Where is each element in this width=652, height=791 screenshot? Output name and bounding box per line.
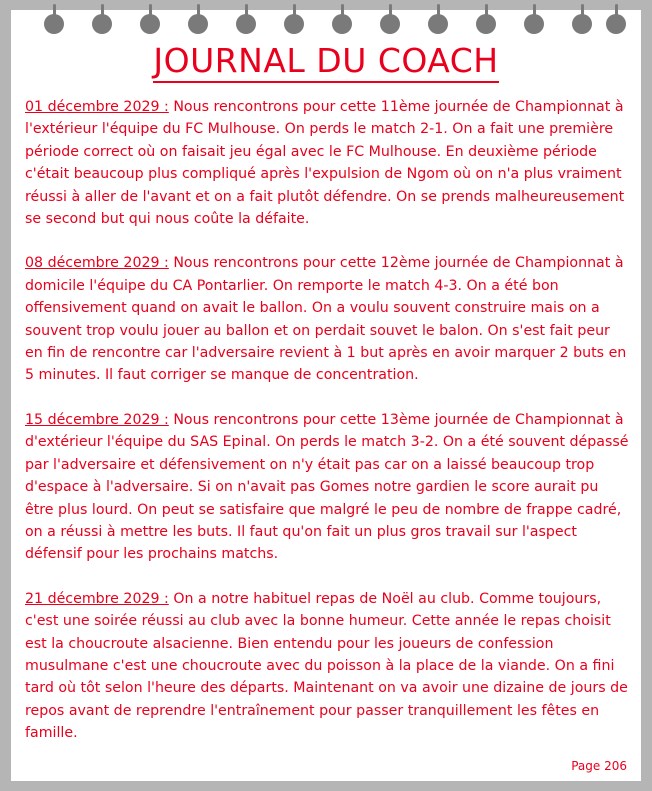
entry-date: 15 décembre 2029 : [25, 411, 169, 428]
notebook-page [11, 10, 641, 781]
spiral-binding [11, 14, 641, 40]
binding-ring-icon [284, 14, 304, 34]
page-title-text: JOURNAL DU COACH [153, 41, 498, 83]
binding-ring-icon [428, 14, 448, 34]
binding-ring-icon [380, 14, 400, 34]
binding-ring-icon [92, 14, 112, 34]
binding-ring-icon [188, 14, 208, 34]
entry-text: Nous rencontrons pour cette 13ème journée de Championnat à d'extérieur l'équipe du SAS Epinal. On perds le match 3-2. On a été souvent dépassé par l'adversaire et défensivement on n'y était pas car on a laissé beaucoup trop d'espace à l'adversaire. Si on n'avait pas Gomes notre gardien le score aurait pu être plus lourd. On peut se satisfaire que malgré le peu de nombre de frappe cadré, on a réussi à mettre les buts. Il faut qu'on fait un plus gros travail sur l'aspect défensif pour les prochains matchs. [25, 411, 629, 563]
binding-ring-icon [140, 14, 160, 34]
entry-date: 21 décembre 2029 : [25, 590, 169, 607]
entry-date: 08 décembre 2029 : [25, 255, 169, 272]
page-number: Page 206 [571, 759, 627, 773]
binding-ring-icon [236, 14, 256, 34]
binding-ring-icon [476, 14, 496, 34]
entry-text: Nous rencontrons pour cette 12ème journée de Championnat à domicile l'équipe du CA Pontarlier. On remporte le match 4-3. On a été bon offensivement quand on avait le ballon. On a voulu souvent construire mais on a souvent trop voulu jouer au ballon et on perdait souvet le balon. On s'est fait peur en fin de rencontre car l'adversaire revient à 1 but après en avoir marquer 2 buts en 5 minutes. Il faut corriger se manque de concentration. [25, 255, 627, 384]
journal-entries [25, 96, 631, 767]
journal-entry [25, 409, 631, 566]
journal-entry [25, 252, 631, 386]
entry-text: Nous rencontrons pour cette 11ème journée de Championnat à l'extérieur l'équipe du FC Mulhouse. On perds le match 2-1. On a fait une première période correct où on faisait jeu égal avec le FC Mulhouse. En deuxième période c'était beaucoup plus compliqué après l'expulsion de Ngom où on n'a plus vraiment réussi à aller de l'avant et on a fait plutôt défendre. On se prends malheureusement se second but qui nous coûte la défaite. [25, 99, 625, 228]
binding-ring-icon [524, 14, 544, 34]
journal-entry [25, 96, 631, 230]
entry-date: 01 décembre 2029 : [25, 99, 169, 115]
binding-ring-icon [332, 14, 352, 34]
entry-text: On a notre habituel repas de Noël au club. Comme toujours, c'est une soirée réussi au club avec la bonne humeur. Cette année le repas choisit est la choucroute alsacienne. Bien entendu pour les joueurs de confession musulmane c'est une choucroute avec du poisson à la place de la viande. On a fini tard où tôt selon l'heure des départs. Maintenant on va avoir une dizaine de jours de repos avant de reprendre l'entraînement pour passer tranquillement les fêtes en famille. [25, 590, 628, 742]
page-title [11, 41, 641, 80]
binding-ring-icon [606, 14, 626, 34]
journal-entry [25, 588, 631, 745]
binding-ring-icon [44, 14, 64, 34]
binding-ring-icon [572, 14, 592, 34]
